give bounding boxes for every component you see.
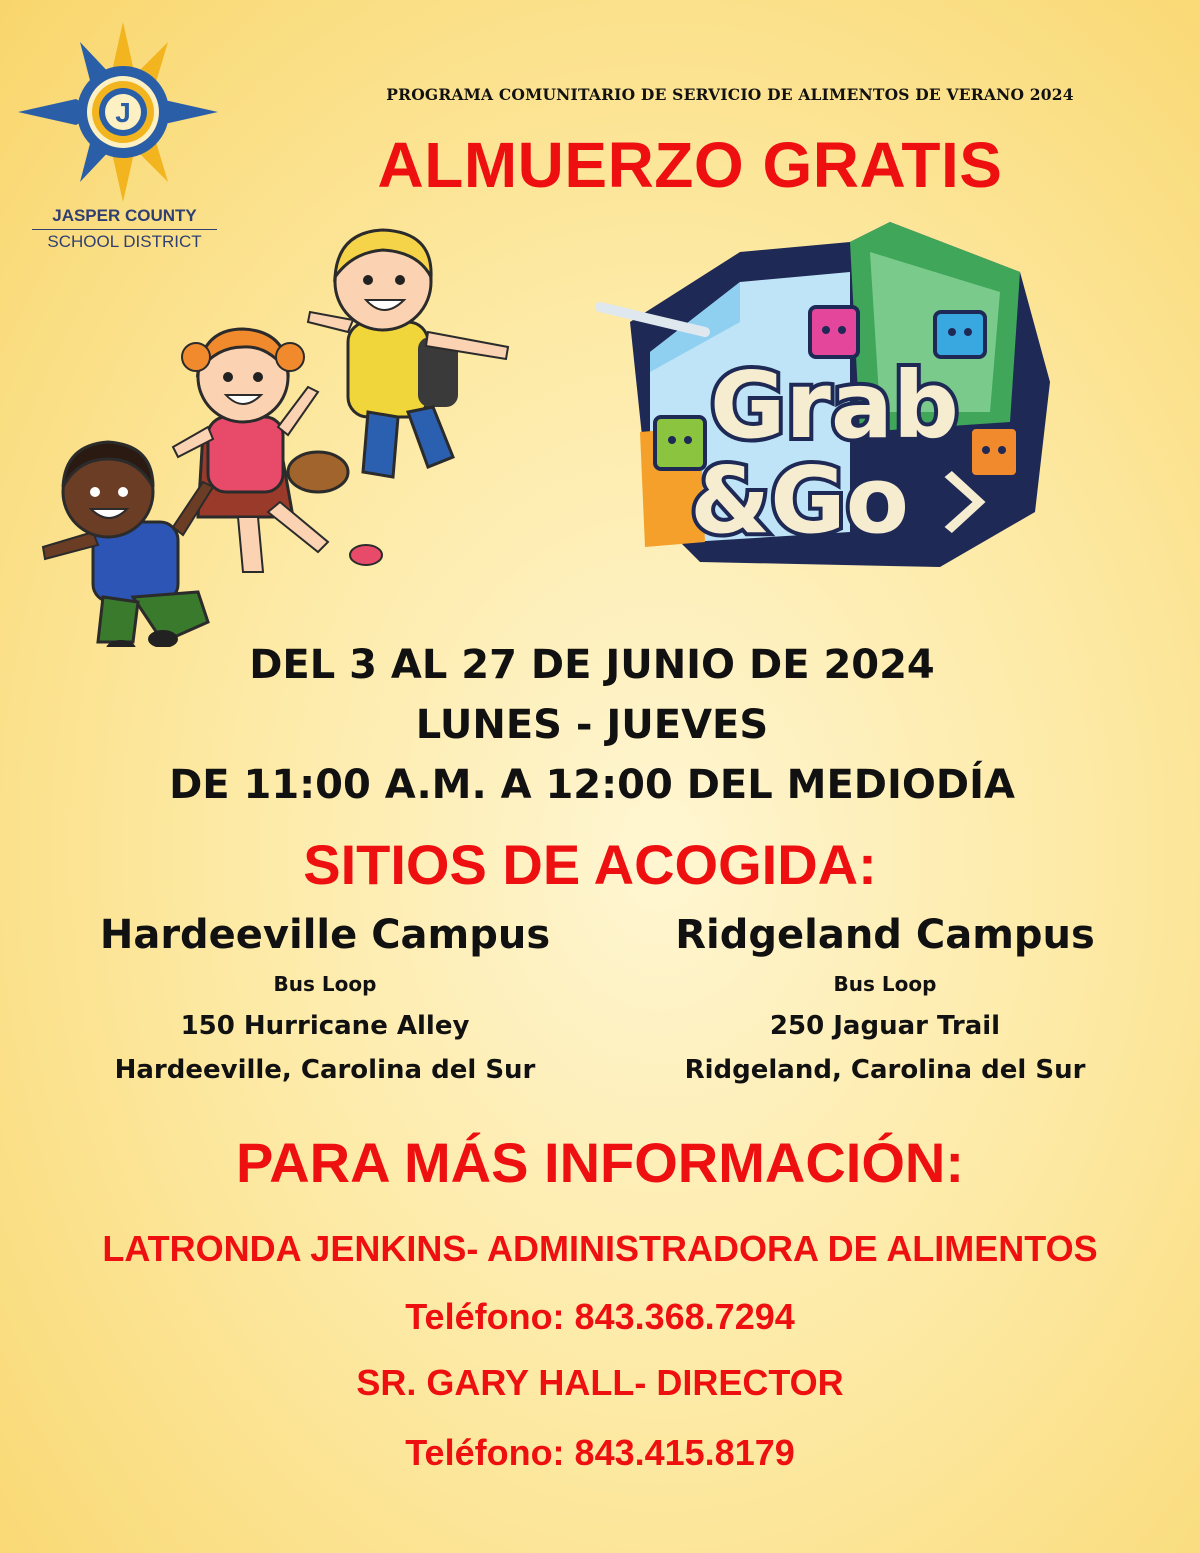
site-name: Ridgeland Campus bbox=[675, 912, 1095, 958]
svg-text:J: J bbox=[115, 97, 131, 128]
contact-jenkins: LATRONDA JENKINS- ADMINISTRADORA DE ALIMENTOS bbox=[102, 1228, 1098, 1269]
grabgo-word-grab: Grab bbox=[710, 352, 959, 459]
program-title: PROGRAMA COMUNITARIO DE SERVICIO DE ALIMENTOS DE VERANO 2024 bbox=[386, 85, 1074, 104]
info-heading: PARA MÁS INFORMACIÓN: bbox=[236, 1131, 964, 1194]
grabgo-word-go: &Go bbox=[690, 447, 909, 554]
sites-heading: SITIOS DE ACOGIDA: bbox=[303, 833, 877, 896]
site-location: Bus Loop bbox=[833, 972, 937, 996]
site-name: Hardeeville Campus bbox=[99, 912, 551, 958]
schedule-days: LUNES - JUEVES bbox=[415, 702, 769, 748]
schedule-hours: DE 11:00 A.M. A 12:00 DEL MEDIODÍA bbox=[169, 762, 1015, 808]
schedule-dates: DEL 3 AL 27 DE JUNIO DE 2024 bbox=[249, 642, 935, 688]
site-city: Ridgeland, Carolina del Sur bbox=[684, 1055, 1086, 1085]
phone-jenkins: Teléfono: 843.368.7294 bbox=[405, 1296, 795, 1337]
site-ridgeland bbox=[605, 912, 1165, 1092]
logo-text-district: SCHOOL DISTRICT bbox=[47, 232, 202, 251]
site-street: 250 Jaguar Trail bbox=[769, 1011, 1001, 1041]
grab-and-go-logo bbox=[590, 212, 1070, 572]
logo-text-county: JASPER COUNTY bbox=[52, 206, 197, 225]
kids-illustration bbox=[18, 222, 518, 647]
site-location: Bus Loop bbox=[273, 972, 377, 996]
site-city: Hardeeville, Carolina del Sur bbox=[114, 1055, 536, 1085]
contact-hall: SR. GARY HALL- DIRECTOR bbox=[356, 1362, 844, 1403]
site-hardeeville bbox=[45, 912, 605, 1092]
phone-hall: Teléfono: 843.415.8179 bbox=[405, 1432, 795, 1473]
headline: ALMUERZO GRATIS bbox=[377, 129, 1003, 201]
site-street: 150 Hurricane Alley bbox=[180, 1011, 470, 1041]
